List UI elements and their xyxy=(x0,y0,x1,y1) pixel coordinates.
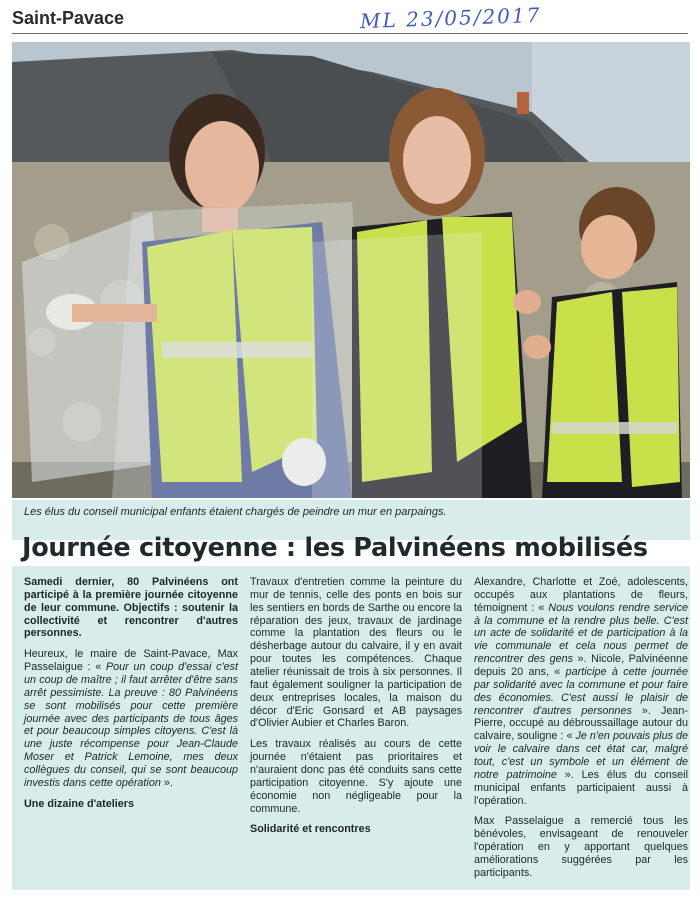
article-photo xyxy=(12,42,690,498)
header-divider xyxy=(12,33,688,34)
article-paragraph: Alexandre, Charlotte et Zoé, adolescents, occupés aux plantations de fleurs, témoignent : « Nous voulons rendre service à la commune et la rendre plus belle. C'est un acte de solidarité et de participation à la vie communale et cela nous permet de rencontrer des gens ». Nicole, Palvinéenne depuis 20 ans, « participe à cette journée par solidarité avec la commune et pour faire des économies. C'est aussi le plaisir de rencontrer d'autres personnes ». Jean-Pierre, occupé au débroussaillage autour du calvaire, souligne : « Je n'en pouvais plus de voir le calvaire dans cet état car, malgré tout, c'est un symbole et un élément de notre patrimoine ». Les élus du conseil municipal enfants participaient aussi à l'opération. xyxy=(474,576,689,807)
article-paragraph: Max Passelaigue a remercié tous les bénévoles, envisageant de renouveler l'opération en y apportant quelques améliorations suggérées par les participants. xyxy=(474,815,688,879)
article-headline: Journée citoyenne : les Palvinéens mobilisés xyxy=(22,533,648,563)
section-label: Saint-Pavace xyxy=(12,8,125,28)
article-paragraph: Les travaux réalisés au cours de cette journée n'étaient pas prioritaires et n'auraient donc pas été conduits sans cette participation citoyenne. S'y ajoute une économie non négligeable pour la commune. xyxy=(250,738,462,815)
article-subheading: Une dizaine d'ateliers xyxy=(24,797,134,810)
article-subheading: Solidarité et rencontres xyxy=(250,823,371,836)
article-column-2 xyxy=(250,576,462,844)
handwritten-date-note: ML 23/05/2017 xyxy=(359,2,542,34)
article-lead: Samedi dernier, 80 Palvinéens ont participé à la première journée citoyenne de leur commune. Objectifs : soutenir la collectivité et rencontrer d'autres personnes. xyxy=(24,576,238,640)
article-paragraph: Heureux, le maire de Saint-Pavace, Max Passelaigue : « Pour un coup d'essai c'est un coup de maître ; il faut arrêter d'être sans arrêt pessimiste. La preuve : 80 Palvinéens se sont mobilisés pour cette première journée avec des participants de tous âges et pour beaucoup simples citoyens. C'est là une juste récompense pour Jean-Claude Moser et Patrick Lemoine, mes deux collègues du conseil, qui se sont beaucoup investis dans cette opération ». xyxy=(24,648,238,789)
photo-caption: Les élus du conseil municipal enfants étaient chargés de peindre un mur en parpaings. xyxy=(24,506,447,518)
article-column-3 xyxy=(474,576,688,888)
article-paragraph: Travaux d'entretien comme la peinture du mur de tennis, celle des ponts en bois sur les sentiers en bords de Sarthe ou encore la réparation des jeux, travaux de jardinage comme la plantation des fleurs ou le désherbage autour du calvaire, il y en avait pour toutes les compétences. Chaque atelier réunissait de trois à six personnes. Il faut également souligner la participation de deux entreprises locales, la maison du décor d'Eric Gonsard et AB paysages d'Olivier Aubier et Charles Baron. xyxy=(250,576,462,730)
article-column-1 xyxy=(24,576,238,819)
